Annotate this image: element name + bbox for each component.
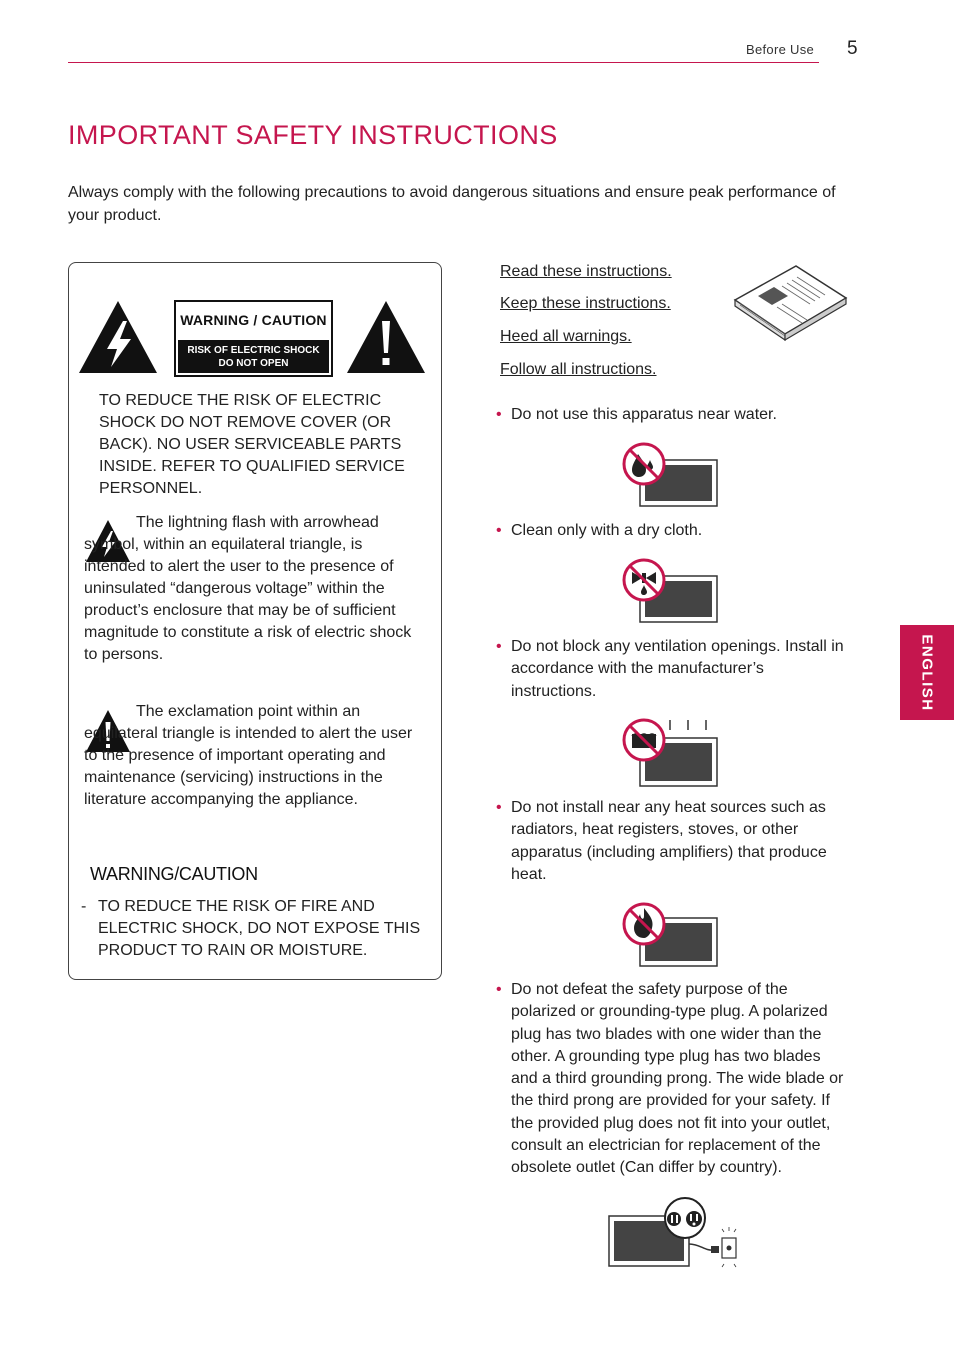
caution-label-title: WARNING / CAUTION: [180, 312, 327, 328]
bullet-text: Do not install near any heat sources such as radiators, heat registers, stoves, or other apparatus (including amplifiers) that produce heat.: [511, 799, 827, 883]
bullet-dot: •: [496, 406, 502, 423]
bullet-text: Do not use this apparatus near water.: [511, 406, 777, 423]
exclamation-explanation-text: The exclamation point within an equilateral triangle is intended to alert the user to the presence of important operating and maintenance (servicing) instructions in the literature accompanying the appliance.: [84, 703, 413, 808]
page-title: IMPORTANT SAFETY INSTRUCTIONS: [68, 120, 558, 150]
no-water-icon: [620, 442, 720, 508]
header-section-label: Before Use: [746, 42, 815, 57]
lightning-triangle-icon: [77, 299, 159, 375]
bullet-item-dry-cloth: [496, 520, 848, 542]
bullet-item-water: [496, 404, 848, 426]
instruction-follow: Follow all instructions.: [500, 361, 657, 378]
bullet-dot: •: [496, 638, 502, 655]
bullet-item-plug: [496, 979, 848, 1180]
fire-warning-text: TO REDUCE THE RISK OF FIRE AND ELECTRIC SHOCK, DO NOT EXPOSE THIS PRODUCT TO RAIN OR MOISTURE.: [98, 898, 421, 959]
caution-label-line2: DO NOT OPEN: [218, 358, 289, 369]
bullet-text: Do not defeat the safety purpose of the polarized or grounding-type plug. A polarized plug has two blades with one wider than the other. A grounding type plug has two blades and a third grounding prong. The wide blade or the third prong are provided for your safety. If the provided plug does not fit into your outlet, consult an electrician for replacement of the obsolete outlet (Can differ by country).: [511, 981, 844, 1177]
no-wet-cloth-icon: [620, 558, 720, 624]
dash-marker: -: [81, 898, 87, 915]
page-number: 5: [847, 38, 858, 59]
bullet-item-ventilation: [496, 636, 848, 703]
bullet-dot: •: [496, 522, 502, 539]
manual-book-icon: [730, 262, 850, 342]
fire-warning-item: [81, 896, 426, 962]
language-side-tab: [900, 625, 954, 720]
bullet-dot: •: [496, 981, 502, 998]
bullet-dot: •: [496, 799, 502, 816]
instruction-read: Read these instructions.: [500, 263, 672, 280]
bullet-item-heat: [496, 797, 848, 886]
instruction-heed: Heed all warnings.: [500, 328, 632, 345]
grounding-plug-icon: [605, 1196, 745, 1270]
warning-caution-label: [174, 300, 333, 377]
lightning-explanation-text: The lightning flash with arrowhead symbol, within an equilateral triangle, is intended to alert the user to the presence of uninsulated “dangerous voltage” within the product’s enclosure that may be of sufficient magnitude to constitute a risk of electric shock to persons.: [84, 514, 412, 663]
no-heat-source-icon: [620, 900, 720, 970]
no-block-vent-icon: [620, 716, 720, 788]
caution-label-subtitle: [178, 340, 329, 373]
shock-warning-text: TO REDUCE THE RISK OF ELECTRIC SHOCK DO NOT REMOVE COVER (OR BACK). NO USER SERVICEABLE PARTS INSIDE. REFER TO QUALIFIED SERVICE PERSONNEL.: [99, 392, 405, 497]
caution-label-line1: RISK OF ELECTRIC SHOCK: [187, 345, 320, 356]
instruction-keep: Keep these instructions.: [500, 295, 671, 312]
language-side-tab-label: ENGLISH: [918, 633, 936, 712]
warning-caution-heading: WARNING/CAUTION: [90, 864, 258, 884]
exclamation-triangle-icon: [345, 299, 427, 375]
warning-caution-box: [68, 262, 442, 980]
bullet-text: Clean only with a dry cloth.: [511, 522, 703, 539]
header-divider: [68, 62, 819, 63]
bullet-text: Do not block any ventilation openings. Install in accordance with the manufacturer’s instructions.: [511, 638, 844, 700]
intro-paragraph: Always comply with the following precautions to avoid dangerous situations and ensure peak performance of your product.: [68, 184, 836, 224]
